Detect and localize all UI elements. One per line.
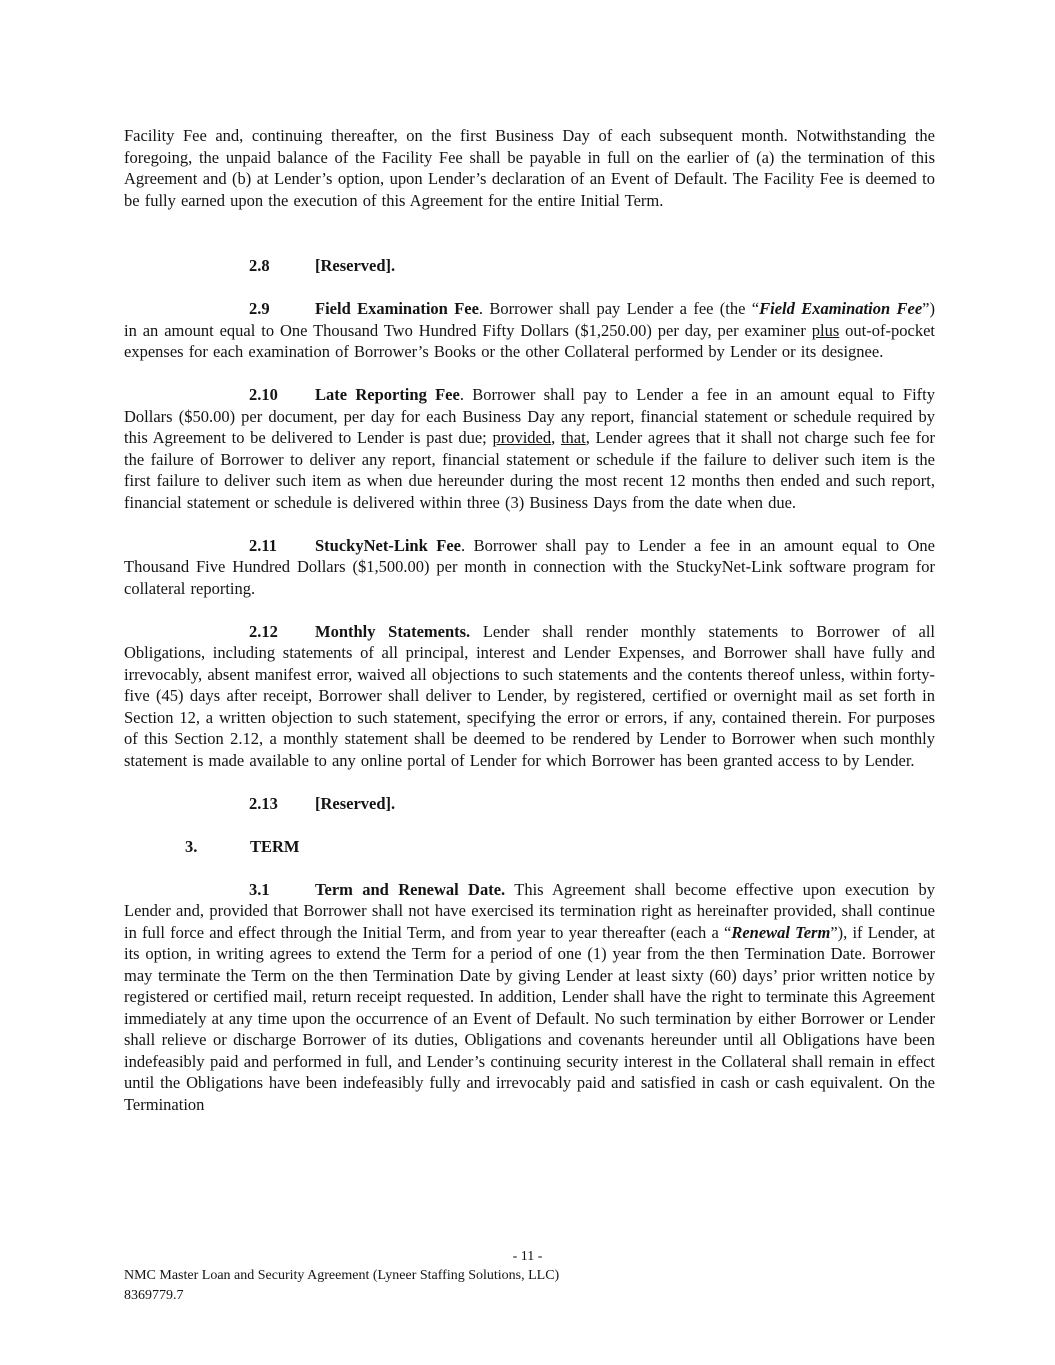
text-run: Monthly Statements. <box>315 621 471 641</box>
text-run: . Borrower shall pay to Lender a fee in an amount equal to One Thousand Five Hundred Dollars ($1,500.00) per month in connection with the StuckyNet-Link software program for collateral reporting. <box>124 535 935 598</box>
text-run: [Reserved]. <box>315 793 396 813</box>
text-run: [Reserved]. <box>315 256 396 275</box>
section-number: 3. <box>185 836 198 856</box>
section-2-8 <box>124 255 935 277</box>
text-run: . Borrower shall pay Lender a fee (the “ <box>478 299 760 318</box>
text-run: plus <box>811 320 840 340</box>
text-run: Term and Renewal Date. <box>315 879 506 899</box>
heading-3-term <box>124 836 935 858</box>
section-2-13 <box>124 793 935 815</box>
section-3-1 <box>124 879 935 1116</box>
section-number: 3.1 <box>249 879 270 899</box>
text-run: Lender shall render monthly statements to Borrower of all Obligations, including statements of all principal, interest and Lender Expenses, and Borrower shall have fully and irrevocably, absent manifest error, waived all objections to such statements and the contents thereof unless, within forty-five (45) days after receipt, Borrower shall deliver to Lender, by registered, certified or overnight mail as set forth in Section 12, a written objection to such statement, specifying the error or errors, if any, contained therein. For purposes of this Section 2.12, a monthly statement shall be deemed to be rendered by Lender to Borrower when such monthly statement is made available to any online portal of Lender for which Borrower has been granted access to by Lender. <box>124 621 935 770</box>
page-number: - 11 - <box>512 1249 543 1264</box>
text-run: TERM <box>250 836 300 856</box>
section-2-11 <box>124 535 935 600</box>
section-2-10 <box>124 384 935 513</box>
text-run: ”) in an amount equal to One Thousand Two Hundred Fifty Dollars ($1,250.00) per day, per examiner <box>124 299 935 340</box>
section-number: 2.8 <box>249 256 270 275</box>
text-run: out-of-pocket expenses for each examination of Borrower’s Books or the other Collateral performed by Lender or its designee. <box>124 320 935 361</box>
para-facility-fee-continuation <box>124 125 935 211</box>
document-body <box>124 125 935 1137</box>
section-2-9 <box>124 298 935 363</box>
text-run: . Borrower shall pay to Lender a fee in an amount equal to Fifty Dollars ($50.00) per document, per day for each Business Day any report, financial statement or schedule required by this Agreement to be delivered to Lender is past due; <box>124 385 936 447</box>
footer-doc-title: NMC Master Loan and Security Agreement (Lyneer Staffing Solutions, LLC) <box>124 1268 560 1283</box>
section-number: 2.11 <box>249 535 277 555</box>
text-run: , <box>551 428 561 447</box>
text-run: Late Reporting Fee <box>315 385 460 404</box>
text-run: , Lender agrees that it shall not charge such fee for the failure of Borrower to deliver any report, financial statement or schedule if the failure to deliver such item is the first failure to deliver such item as when due hereunder during the most recent 12 months then ended and such report, financial statement or schedule is delivered within three (3) Business Days from the date when due. <box>124 428 936 512</box>
section-number: 2.13 <box>249 793 278 813</box>
footer-doc-number: 8369779.7 <box>124 1288 184 1303</box>
text-run: provided <box>492 428 552 447</box>
text-run: Facility Fee and, continuing thereafter, on the first Business Day of each subsequent month. Notwithstanding the foregoing, the unpaid balance of the Facility Fee shall be payable in full on the earlier of (a) the termination of this Agreement and (b) at Lender’s option, upon Lender’s declaration of an Event of Default. The Facility Fee is deemed to be fully earned upon the execution of this Agreement for the entire Initial Term. <box>124 126 935 210</box>
section-2-12 <box>124 621 935 772</box>
text-run: ”), if Lender, at its option, in writing agrees to extend the Term for a period of one (1) year from the then Termination Date. Borrower may terminate the Term on the then Termination Date by giving Lender at least sixty (60) days’ prior written notice by registered or certified mail, return receipt requested. In addition, Lender shall have the right to terminate this Agreement immediately at any time upon the occurrence of an Event of Default. No such termination by either Borrower or Lender shall relieve or discharge Borrower of its duties, Obligations and covenants hereunder until all Obligations have been indefeasibly paid and performed in full, and Lender’s continuing security interest in the Collateral shall remain in effect until the Obligations have been indefeasibly fully and irrevocably paid and satisfied in cash or cash equivalent. On the Termination <box>124 922 936 1114</box>
section-number: 2.10 <box>249 385 278 404</box>
section-number: 2.12 <box>249 621 278 641</box>
text-run: This Agreement shall become effective upon execution by Lender and, provided that Borrower shall not have exercised its termination right as hereinafter provided, shall continue in full force and effect through the Initial Term, and from year to year thereafter (each a “ <box>124 879 935 942</box>
section-number: 2.9 <box>249 299 270 318</box>
text-run: StuckyNet-Link Fee <box>315 535 462 555</box>
text-run: Field Examination Fee <box>759 299 923 318</box>
text-run: that <box>560 428 586 447</box>
text-run: Field Examination Fee <box>315 299 479 318</box>
text-run: Renewal Term <box>731 922 831 942</box>
